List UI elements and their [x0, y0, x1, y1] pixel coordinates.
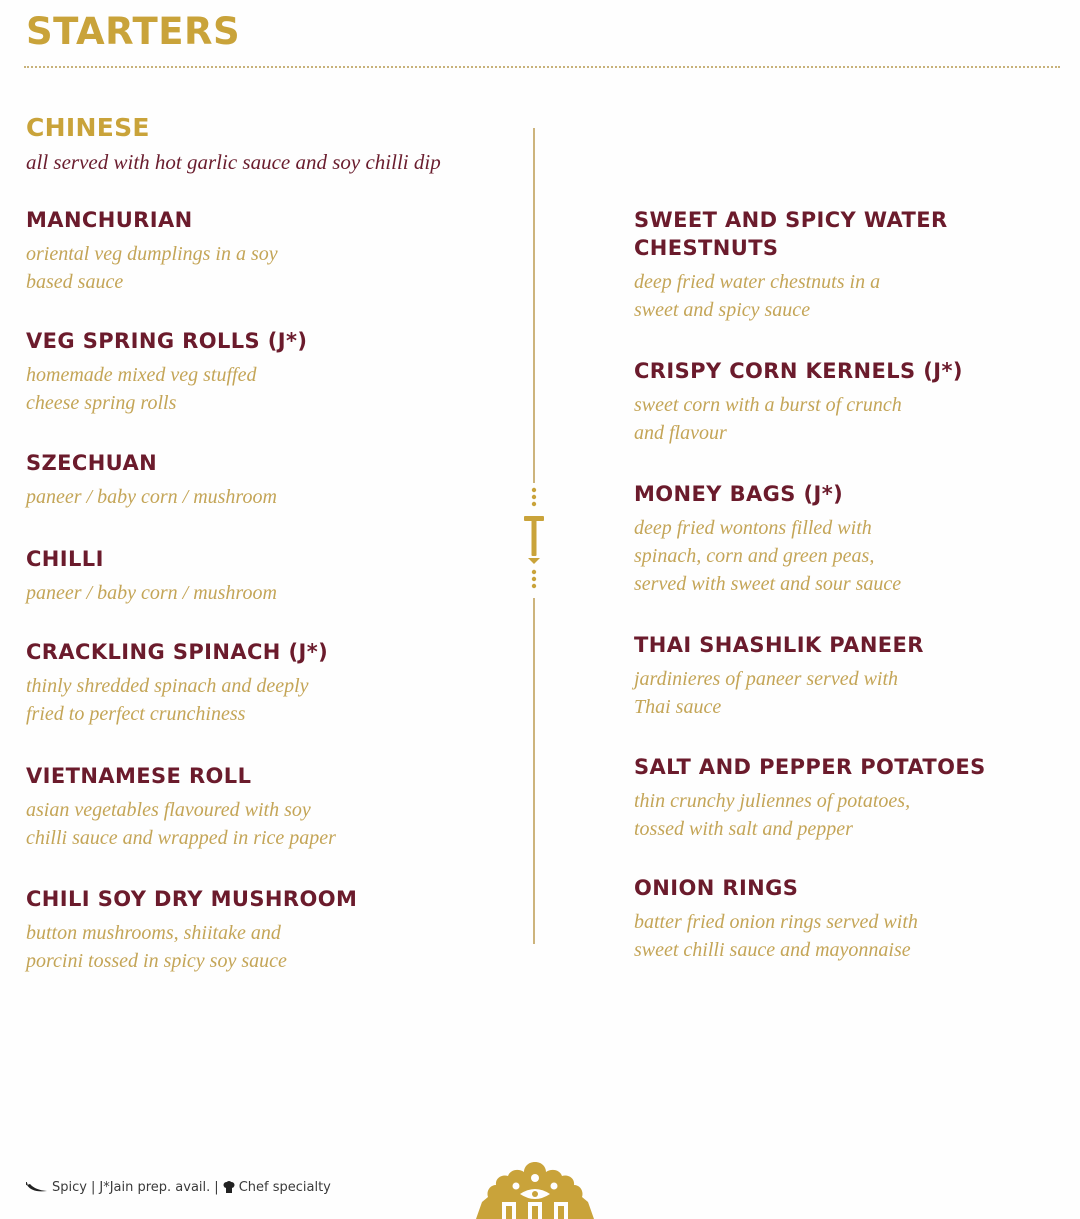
ornamental-crest-icon — [462, 1158, 608, 1219]
item-description — [26, 240, 446, 296]
name-line: CRISPY CORN KERNELS (J*) — [634, 359, 963, 383]
menu-legend — [26, 1180, 331, 1195]
chili-icon — [26, 1182, 48, 1194]
chef-hat-icon — [223, 1181, 235, 1194]
desc-line: cheese spring rolls — [26, 392, 177, 414]
menu-item — [26, 762, 446, 852]
item-description — [26, 483, 446, 511]
item-name — [634, 206, 994, 262]
menu-item — [634, 631, 994, 721]
legend-chef: Chef specialty — [238, 1180, 331, 1195]
item-description — [634, 514, 994, 598]
name-line: MONEY BAGS (J*) — [634, 482, 844, 506]
item-description — [634, 391, 994, 447]
desc-line: asian vegetables flavoured with soy — [26, 799, 311, 821]
desc-line: paneer / baby corn / mushroom — [26, 582, 277, 604]
menu-item — [26, 885, 446, 975]
menu-item — [26, 638, 446, 728]
name-line: CHESTNUTS — [634, 236, 779, 260]
item-name — [634, 753, 994, 781]
menu-item — [634, 480, 994, 598]
name-line: THAI SHASHLIK PANEER — [634, 633, 924, 657]
t-ornament-icon — [519, 486, 549, 594]
desc-line: sweet and spicy sauce — [634, 299, 811, 321]
desc-line: and flavour — [634, 422, 727, 444]
name-line: SWEET AND SPICY WATER — [634, 208, 948, 232]
item-description — [26, 579, 446, 607]
menu-item — [634, 753, 994, 843]
item-name: CRACKLING SPINACH (J*) — [26, 640, 329, 664]
desc-line: porcini tossed in spicy soy sauce — [26, 950, 287, 972]
legend-separator: | — [90, 1180, 96, 1195]
item-description — [634, 268, 994, 324]
menu-item — [26, 206, 446, 296]
desc-line: thin crunchy juliennes of potatoes, — [634, 790, 911, 812]
title-divider — [24, 66, 1060, 68]
desc-line: chilli sauce and wrapped in rice paper — [26, 827, 336, 849]
item-name: VIETNAMESE ROLL — [26, 764, 252, 788]
item-name: CHILLI — [26, 547, 104, 571]
menu-item — [634, 874, 994, 964]
item-name — [634, 357, 994, 385]
item-description — [634, 908, 994, 964]
category-heading: CHINESE — [26, 113, 150, 142]
desc-line: sweet corn with a burst of crunch — [634, 394, 902, 416]
desc-line: deep fried wontons filled with — [634, 517, 872, 539]
desc-line: based sauce — [26, 271, 124, 293]
name-line: SALT AND PEPPER POTATOES — [634, 755, 986, 779]
desc-line: jardinieres of paneer served with — [634, 668, 899, 690]
desc-line: Thai sauce — [634, 696, 722, 718]
column-divider-top — [533, 128, 535, 483]
desc-line: spinach, corn and green peas, — [634, 545, 875, 567]
item-name: MANCHURIAN — [26, 208, 193, 232]
desc-line: sweet chilli sauce and mayonnaise — [634, 939, 911, 961]
menu-item — [634, 357, 994, 447]
desc-line: button mushrooms, shiitake and — [26, 922, 281, 944]
page-title: STARTERS — [26, 10, 241, 53]
desc-line: thinly shredded spinach and deeply — [26, 675, 309, 697]
item-description — [26, 361, 446, 417]
desc-line: batter fried onion rings served with — [634, 911, 918, 933]
item-name: CHILI SOY DRY MUSHROOM — [26, 887, 358, 911]
legend-separator: | — [214, 1180, 219, 1195]
menu-item — [26, 545, 446, 607]
name-line: ONION RINGS — [634, 876, 799, 900]
desc-line: fried to perfect crunchiness — [26, 703, 246, 725]
column-divider-bottom — [533, 598, 535, 944]
item-name: SZECHUAN — [26, 451, 158, 475]
item-description — [26, 919, 446, 975]
legend-spicy: Spicy — [52, 1180, 87, 1195]
item-name: VEG SPRING ROLLS (J*) — [26, 329, 308, 353]
menu-item — [26, 449, 446, 511]
desc-line: homemade mixed veg stuffed — [26, 364, 257, 386]
item-description — [634, 787, 994, 843]
item-description — [26, 672, 446, 728]
menu-item — [634, 206, 994, 324]
item-description — [634, 665, 994, 721]
item-name — [634, 631, 994, 659]
item-description — [26, 796, 446, 852]
desc-line: oriental veg dumplings in a soy — [26, 243, 278, 265]
menu-item — [26, 327, 446, 417]
legend-jain: J*Jain prep. avail. — [99, 1180, 211, 1195]
item-name — [634, 480, 994, 508]
desc-line: served with sweet and sour sauce — [634, 573, 902, 595]
desc-line: paneer / baby corn / mushroom — [26, 486, 277, 508]
desc-line: deep fried water chestnuts in a — [634, 271, 881, 293]
category-note: all served with hot garlic sauce and soy chilli dip — [26, 150, 441, 174]
desc-line: tossed with salt and pepper — [634, 818, 853, 840]
item-name — [634, 874, 994, 902]
